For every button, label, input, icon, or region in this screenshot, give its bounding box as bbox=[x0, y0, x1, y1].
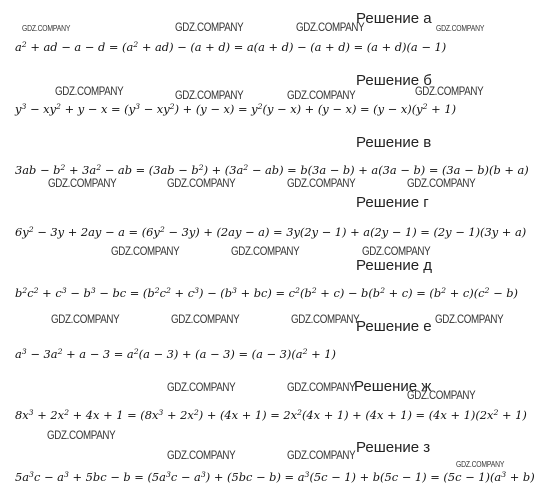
watermark: GDZ.COMPANY bbox=[287, 382, 356, 394]
watermark: GDZ.COMPANY bbox=[231, 246, 300, 258]
section-heading-zh: Решение ж bbox=[354, 378, 432, 395]
equation-v: $3ab - b^2 + 3a^2$ − ab = $(3ab - b^2) + (3a^2 - ab) = b(3a - b) + a(3a - b) = (3a - b)(b + a)$ bbox=[15, 162, 529, 177]
watermark: GDZ.COMPANY bbox=[175, 22, 244, 34]
equation-a: $a^2$ + ad − $a - d = (a^2 + ad) - (a + d) = a(a + d) - (a + d) = (a + d)(a - 1)$ bbox=[15, 39, 447, 54]
watermark: GDZ.COMPANY bbox=[291, 314, 360, 326]
watermark: GDZ.COMPANY bbox=[287, 450, 356, 462]
watermark: GDZ.COMPANY bbox=[55, 86, 124, 98]
equation-g: $6y^2 - 3y + 2ay - a = (6y^2 - 3y) + (2ay - a) = 3y(2y - 1) + a(2y - 1) = (2y - 1)(3y + a)$ bbox=[15, 224, 527, 239]
watermark: GDZ.COMPANY bbox=[407, 390, 476, 402]
section-heading-b: Решение б bbox=[356, 72, 432, 89]
equation-e: $a^3 - 3a^2 + a - 3 = a^2(a - 3) + (a - 3) = (a - 3)(a^2 + 1)$ bbox=[15, 346, 336, 361]
watermark: GDZ.COMPANY bbox=[167, 450, 236, 462]
watermark: GDZ.COMPANY bbox=[22, 24, 71, 33]
equation-b: $y^3 - xy^2 + y - x = (y^3 - xy^2) + (y - x) = y^2(y - x) + (y - x) = (y - x)(y^2 + 1)$ bbox=[15, 101, 457, 116]
watermark: GDZ.COMPANY bbox=[171, 314, 240, 326]
section-heading-a: Решение а bbox=[356, 10, 432, 27]
watermark: GDZ.COMPANY bbox=[287, 178, 356, 190]
equation-z: $5a^3c - a^3 + 5bc - b = (5a^3c - a^3) + (5bc - b) = a^3(5c - 1) + b(5c - 1) = (5c - 1)(a^3 + b)$ bbox=[15, 469, 535, 484]
watermark: GDZ.COMPANY bbox=[415, 86, 484, 98]
watermark: GDZ.COMPANY bbox=[51, 314, 120, 326]
section-heading-e: Решение е bbox=[356, 318, 432, 335]
watermark: GDZ.COMPANY bbox=[48, 178, 117, 190]
equation-zh: $8x^3 + 2x^2 + 4x + 1 = (8x^3 + 2x^2) + (4x + 1) = 2x^2(4x + 1) + (4x + 1) = (4x + 1)(2x^2 + 1)$ bbox=[15, 407, 527, 422]
section-heading-g: Решение г bbox=[356, 194, 429, 211]
watermark: GDZ.COMPANY bbox=[111, 246, 180, 258]
watermark: GDZ.COMPANY bbox=[47, 430, 116, 442]
watermark: GDZ.COMPANY bbox=[287, 90, 356, 102]
watermark: GDZ.COMPANY bbox=[407, 178, 476, 190]
watermark: GDZ.COMPANY bbox=[436, 24, 485, 33]
watermark: GDZ.COMPANY bbox=[456, 460, 505, 469]
section-heading-d: Решение д bbox=[356, 257, 432, 274]
equation-d: $b^2c^2 + c^3 - b^3$ − bc = $(b^2c^2 + c^3) - (b^3 + bc) = c^2(b^2 + c) - b(b^2 + c) = (b^2 + c)(c^2 - b)$ bbox=[15, 285, 518, 300]
watermark: GDZ.COMPANY bbox=[296, 22, 365, 34]
watermark: GDZ.COMPANY bbox=[167, 382, 236, 394]
watermark: GDZ.COMPANY bbox=[362, 246, 431, 258]
section-heading-z: Решение з bbox=[356, 439, 431, 456]
watermark: GDZ.COMPANY bbox=[435, 314, 504, 326]
watermark: GDZ.COMPANY bbox=[175, 90, 244, 102]
watermark: GDZ.COMPANY bbox=[167, 178, 236, 190]
section-heading-v: Решение в bbox=[356, 134, 432, 151]
